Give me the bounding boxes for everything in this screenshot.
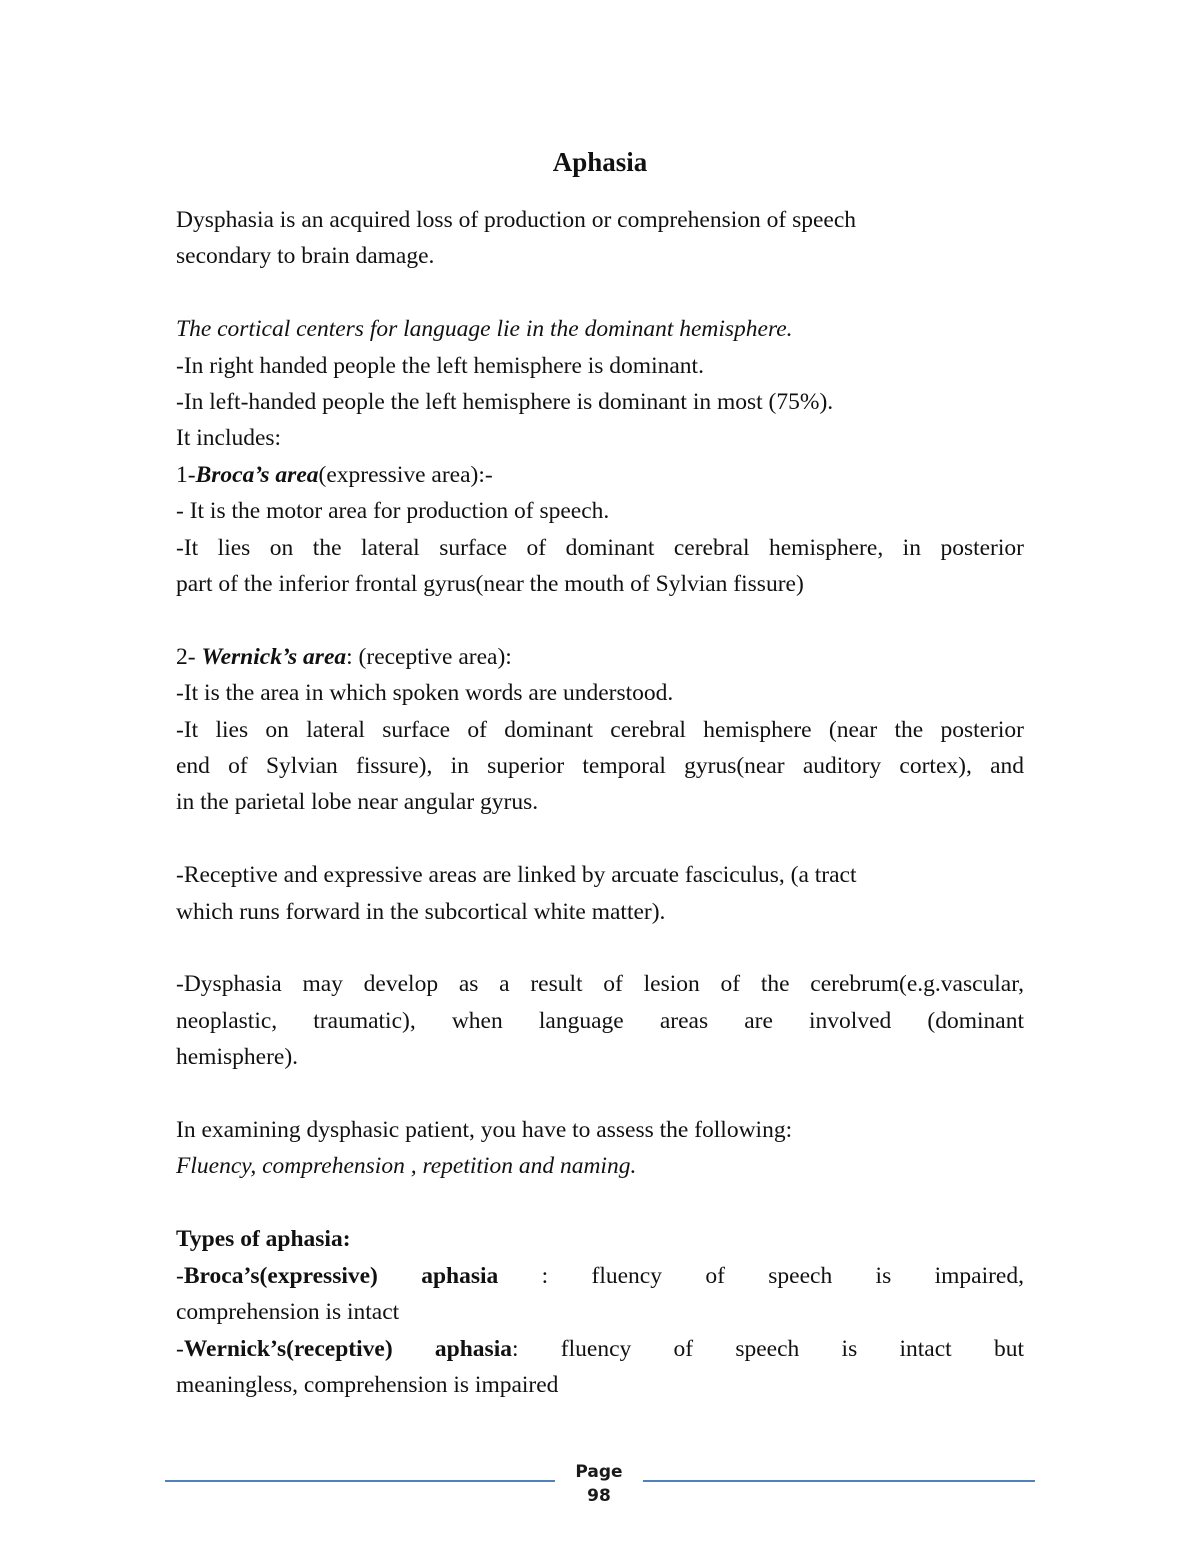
broca-bullet-1: - It is the motor area for production of speech. bbox=[176, 498, 610, 525]
arcuate-line-1: -Receptive and expressive areas are linked by arcuate fasciculus, (a tract bbox=[176, 862, 857, 889]
wernicke-bullet-1: -It is the area in which spoken words are understood. bbox=[176, 680, 674, 707]
right-handed-line: -In right handed people the left hemisphere is dominant. bbox=[176, 352, 704, 379]
footer-rule-left bbox=[165, 1480, 555, 1482]
broca-aphasia-line-2: comprehension is intact bbox=[176, 1299, 400, 1326]
wernicke-area-suffix: : (receptive area): bbox=[346, 643, 512, 670]
page-number-block bbox=[555, 1460, 643, 1508]
lesion-line-1: -Dysphasia may develop as a result of lesion of the cerebrum(e.g.vascular, bbox=[176, 971, 1024, 998]
wernicke-number: 2- bbox=[176, 643, 202, 670]
wernicke-aphasia-line-1 bbox=[176, 1331, 1024, 1367]
broca-aphasia-name: Broca’s(expressive) aphasia bbox=[183, 1262, 499, 1289]
page-title: Aphasia bbox=[552, 147, 648, 177]
paragraph-gap bbox=[176, 821, 1024, 857]
intro-line-2: secondary to brain damage. bbox=[176, 243, 435, 270]
page-label: Page bbox=[575, 1462, 623, 1482]
broca-area-heading bbox=[176, 457, 1024, 493]
wernicke-bullet-2-line-2: end of Sylvian fissure), in superior temporal gyrus(near auditory cortex), and bbox=[176, 753, 1024, 780]
it-includes-line: It includes: bbox=[176, 425, 282, 452]
paragraph-gap bbox=[176, 602, 1024, 638]
lesion-line-3: hemisphere). bbox=[176, 1044, 299, 1071]
paragraph-gap bbox=[176, 1076, 1024, 1112]
wernicke-aphasia-name: Wernick’s(receptive) aphasia bbox=[183, 1335, 512, 1362]
arcuate-line-2: which runs forward in the subcortical white matter). bbox=[176, 898, 666, 925]
paragraph-gap bbox=[176, 1185, 1024, 1221]
broca-aphasia-description: : fluency of speech is impaired, bbox=[498, 1262, 1024, 1289]
broca-aphasia-prefix: - bbox=[176, 1262, 184, 1289]
cortical-centers-line: The cortical centers for language lie in the dominant hemisphere. bbox=[176, 316, 793, 343]
document-body bbox=[176, 202, 1024, 1403]
paragraph-gap bbox=[176, 930, 1024, 966]
wernicke-area-heading bbox=[176, 639, 1024, 675]
wernicke-aphasia-line-2: meaningless, comprehension is impaired bbox=[176, 1371, 559, 1398]
paragraph-gap bbox=[176, 275, 1024, 311]
broca-aphasia-line-1 bbox=[176, 1258, 1024, 1294]
broca-number: 1- bbox=[176, 461, 196, 488]
broca-bullet-2-line-1: -It lies on the lateral surface of dominant cerebral hemisphere, in posterior bbox=[176, 534, 1024, 561]
wernicke-bullet-2-line-1: -It lies on lateral surface of dominant cerebral hemisphere (near the posterior bbox=[176, 716, 1024, 743]
lesion-line-2: neoplastic, traumatic), when language areas are involved (dominant bbox=[176, 1007, 1024, 1034]
broca-area-name: Broca’s area bbox=[195, 461, 319, 488]
page-number: 98 bbox=[587, 1486, 611, 1506]
wernicke-aphasia-description: : fluency of speech is intact but bbox=[511, 1335, 1024, 1362]
broca-bullet-2-line-2: part of the inferior frontal gyrus(near the mouth of Sylvian fissure) bbox=[176, 571, 804, 598]
footer-rule-right bbox=[643, 1480, 1035, 1482]
wernicke-area-name: Wernick’s area bbox=[201, 643, 347, 670]
examining-line: In examining dysphasic patient, you have to assess the following: bbox=[176, 1117, 793, 1144]
broca-area-suffix: (expressive area):- bbox=[318, 461, 493, 488]
wernicke-bullet-2-line-3: in the parietal lobe near angular gyrus. bbox=[176, 789, 539, 816]
left-handed-line: -In left-handed people the left hemisphere is dominant in most (75%). bbox=[176, 389, 834, 416]
types-heading: Types of aphasia: bbox=[176, 1226, 351, 1253]
assessment-items-line: Fluency, comprehension , repetition and naming. bbox=[176, 1153, 637, 1180]
intro-line-1: Dysphasia is an acquired loss of production or comprehension of speech bbox=[176, 207, 857, 233]
wernicke-aphasia-prefix: - bbox=[176, 1335, 184, 1362]
